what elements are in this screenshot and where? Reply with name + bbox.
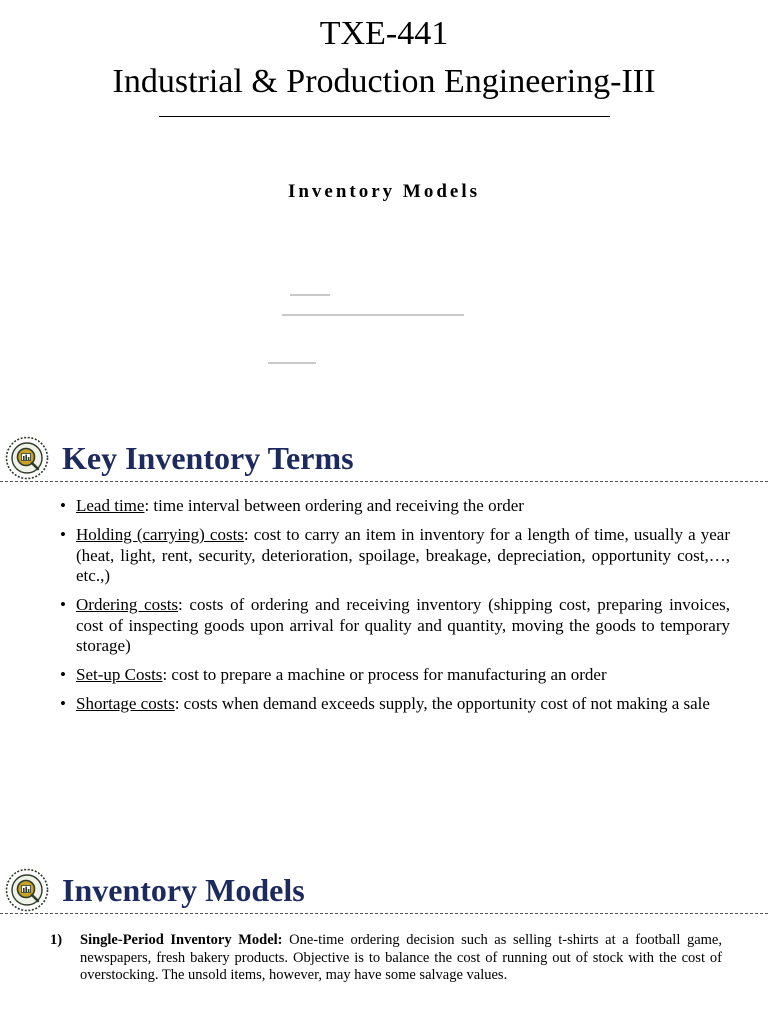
faded-text-line [282, 314, 464, 316]
item-number: 1) [50, 932, 63, 948]
bullet: • [60, 665, 66, 684]
bullet: • [60, 595, 66, 614]
dashed-divider [0, 913, 768, 914]
course-name: Industrial & Production Engineering-III [112, 63, 656, 100]
term-definition: : costs when demand exceeds supply, the opportunity cost of not making a sale [174, 694, 710, 713]
model-term: Single-Period Inventory Model: [80, 932, 283, 948]
list-item [58, 595, 730, 657]
title-slide [0, 0, 768, 410]
slide-header [0, 866, 768, 916]
term-definition: : time interval between ordering and receiving the order [144, 496, 524, 515]
slide-heading: Inventory Models [62, 872, 305, 908]
list-item [58, 694, 730, 715]
term-definition: : costs of ordering and receiving inventory (shipping cost, preparing invoices, cost of inspecting goods upon arrival for quality and quantity, moving the goods to temporary storage) [76, 595, 730, 655]
faded-text-line [268, 362, 316, 364]
bullet: • [60, 496, 66, 515]
terms-list [58, 496, 730, 723]
terms-slide [0, 434, 768, 824]
slide-heading: Key Inventory Terms [62, 440, 354, 476]
lecture-title: Inventory Models [287, 181, 481, 202]
model-text [80, 932, 722, 985]
list-item [58, 525, 730, 587]
list-item [58, 496, 730, 517]
list-item [58, 665, 730, 686]
faded-text-line [290, 294, 330, 296]
model-list-item [50, 932, 722, 985]
bullet: • [60, 525, 66, 544]
title-divider [159, 116, 610, 117]
course-code: TXE-441 [319, 15, 449, 52]
term-definition: : cost to carry an item in inventory for a length of time, usually a year (heat, light, rent, security, deterioration, spoilage, breakage, depreciation, opportunity cost,…, etc.,) [76, 525, 730, 585]
inventory-logo-icon [5, 436, 49, 480]
term-label: Lead time [76, 496, 145, 515]
model-description: One-time ordering decision such as selling t-shirts at a football game, newspapers, fresh bakery products. Objective is to balance the cost of running out of stock with the cost of overstocking. The unsold items, however, may have some salvage values. [80, 932, 722, 983]
term-label: Holding (carrying) costs [76, 525, 244, 544]
term-label: Set-up Costs [76, 665, 163, 684]
slide-header [0, 434, 768, 484]
models-slide [0, 866, 768, 1024]
term-label: Shortage costs [76, 694, 175, 713]
bullet: • [60, 694, 66, 713]
term-definition: : cost to prepare a machine or process for manufacturing an order [162, 665, 607, 684]
dashed-divider [0, 481, 768, 482]
term-label: Ordering costs [76, 595, 179, 614]
inventory-logo-icon [5, 868, 49, 912]
